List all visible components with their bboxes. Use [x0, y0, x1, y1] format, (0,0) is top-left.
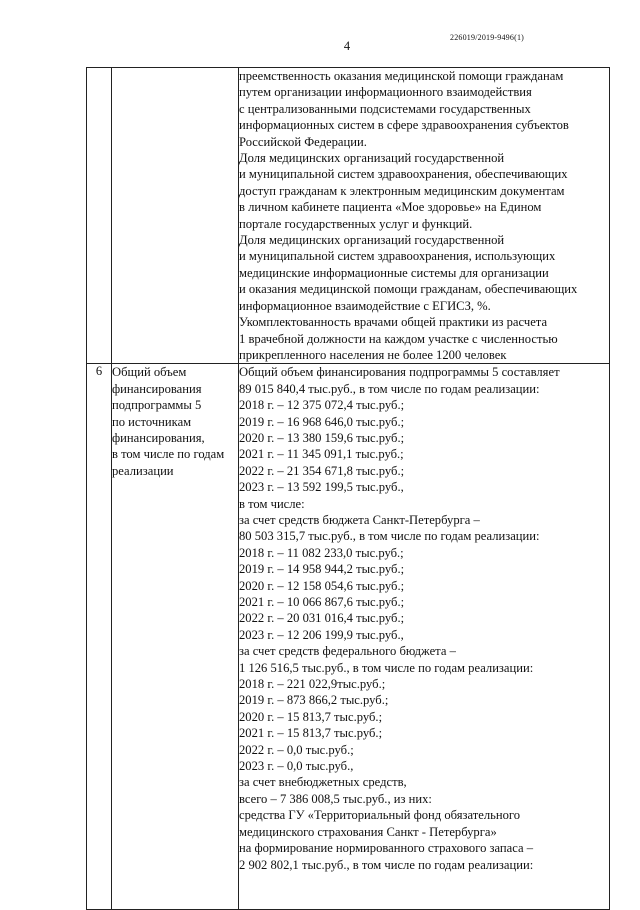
text-line: Доля медицинских организаций государственной	[239, 151, 505, 166]
text-line: 2020 г. – 15 813,7 тыс.руб.;	[239, 709, 383, 724]
passport-table	[86, 67, 610, 910]
text-line: информационное взаимодействие с ЕГИСЗ, %.	[239, 298, 491, 313]
text-line: за счет средств бюджета Санкт-Петербурга –	[239, 512, 480, 527]
page-number: 4	[343, 39, 351, 53]
name-line: подпрограммы 5	[112, 398, 202, 413]
financing-text	[239, 364, 609, 873]
text-line: всего – 7 386 008,5 тыс.руб., из них:	[239, 791, 432, 806]
text-line: 2022 г. – 20 031 016,4 тыс.руб.;	[239, 611, 405, 626]
text-line: в личном кабинете пациента «Мое здоровье» на Едином	[239, 200, 542, 215]
text-line: 2021 г. – 11 345 091,1 тыс.руб.;	[239, 447, 404, 462]
row-name-cell	[112, 68, 239, 364]
text-line: 2023 г. – 13 592 199,5 тыс.руб.,	[239, 480, 404, 495]
name-line: Общий объем	[112, 365, 187, 380]
text-line: информационных систем в сфере здравоохранения субъектов	[239, 118, 569, 133]
name-line: по источникам	[112, 414, 192, 429]
row-content-cell	[239, 68, 610, 364]
text-line: за счет средств федерального бюджета –	[239, 644, 456, 659]
text-line: 2023 г. – 0,0 тыс.руб.,	[239, 759, 354, 774]
text-line: 2023 г. – 12 206 199,9 тыс.руб.,	[239, 627, 404, 642]
text-line: Укомплектованность врачами общей практики из расчета	[239, 315, 548, 330]
row-name	[112, 364, 238, 479]
name-line: в том числе по годам	[112, 447, 225, 462]
text-line: и муниципальной систем здравоохранения, обеспечивающих	[239, 167, 568, 182]
table-row-6	[87, 364, 610, 910]
text-line: медицинского страхования Санкт - Петербурга»	[239, 824, 497, 839]
text-line: 2 902 802,1 тыс.руб., в том числе по годам реализации:	[239, 857, 534, 872]
row-number: 6	[87, 364, 112, 910]
text-line: портале государственных услуг и функций.	[239, 216, 473, 231]
text-line: за счет внебюджетных средств,	[239, 775, 407, 790]
row-number-cell	[87, 68, 112, 364]
text-line: средства ГУ «Территориальный фонд обязательного	[239, 808, 521, 823]
row-name-cell	[112, 364, 239, 910]
text-line: 2020 г. – 13 380 159,6 тыс.руб.;	[239, 430, 405, 445]
text-line: 1 126 516,5 тыс.руб., в том числе по годам реализации:	[239, 660, 534, 675]
text-line: прикрепленного населения не более 1200 человек	[239, 347, 507, 362]
text-line: преемственность оказания медицинской помощи гражданам	[239, 69, 564, 83]
row-content-cell	[239, 364, 610, 910]
text-line: медицинские информационные системы для организации	[239, 265, 549, 280]
text-line: Общий объем финансирования подпрограммы 5 составляет	[239, 365, 560, 380]
name-line: реализации	[112, 463, 174, 478]
text-line: и муниципальной систем здравоохранения, использующих	[239, 249, 556, 264]
text-line: 2021 г. – 10 066 867,6 тыс.руб.;	[239, 595, 405, 609]
text-line: на формирование нормированного страхового запаса –	[239, 841, 534, 856]
text-line: 1 врачебной должности на каждом участке с численностью	[239, 331, 558, 346]
text-line: 2019 г. – 16 968 646,0 тыс.руб.;	[239, 414, 405, 429]
continuation-text	[239, 68, 609, 363]
text-line: 80 503 315,7 тыс.руб., в том числе по годам реализации:	[239, 529, 540, 544]
name-line: финансирования	[112, 381, 202, 396]
text-line: 2022 г. – 0,0 тыс.руб.;	[239, 742, 354, 757]
text-line: 2021 г. – 15 813,7 тыс.руб.;	[239, 726, 383, 741]
text-line: 89 015 840,4 тыс.руб., в том числе по годам реализации:	[239, 381, 540, 396]
text-line: 2020 г. – 12 158 054,6 тыс.руб.;	[239, 578, 405, 593]
name-line: финансирования,	[112, 430, 205, 445]
text-line: и оказания медицинской помощи гражданам, обеспечивающих	[239, 282, 578, 297]
text-line: 2018 г. – 221 022,9тыс.руб.;	[239, 677, 386, 692]
text-line: Доля медицинских организаций государственной	[239, 233, 505, 248]
text-line: с централизованными подсистемами государственных	[239, 101, 531, 116]
text-line: доступ гражданам к электронным медицинским документам	[239, 183, 565, 198]
text-line: 2018 г. – 12 375 072,4 тыс.руб.;	[239, 398, 405, 413]
document-id: 226019/2019-9496(1)	[450, 33, 525, 42]
text-line: путем организации информационного взаимодействия	[239, 85, 532, 100]
table-row-continuation	[87, 68, 610, 364]
text-line: 2022 г. – 21 354 671,8 тыс.руб.;	[239, 463, 405, 478]
text-line: в том числе:	[239, 496, 305, 511]
text-line: 2019 г. – 14 958 944,2 тыс.руб.;	[239, 562, 405, 577]
text-line: 2018 г. – 11 082 233,0 тыс.руб.;	[239, 545, 404, 560]
text-line: 2019 г. – 873 866,2 тыс.руб.;	[239, 693, 389, 708]
text-line: Российской Федерации.	[239, 134, 367, 149]
